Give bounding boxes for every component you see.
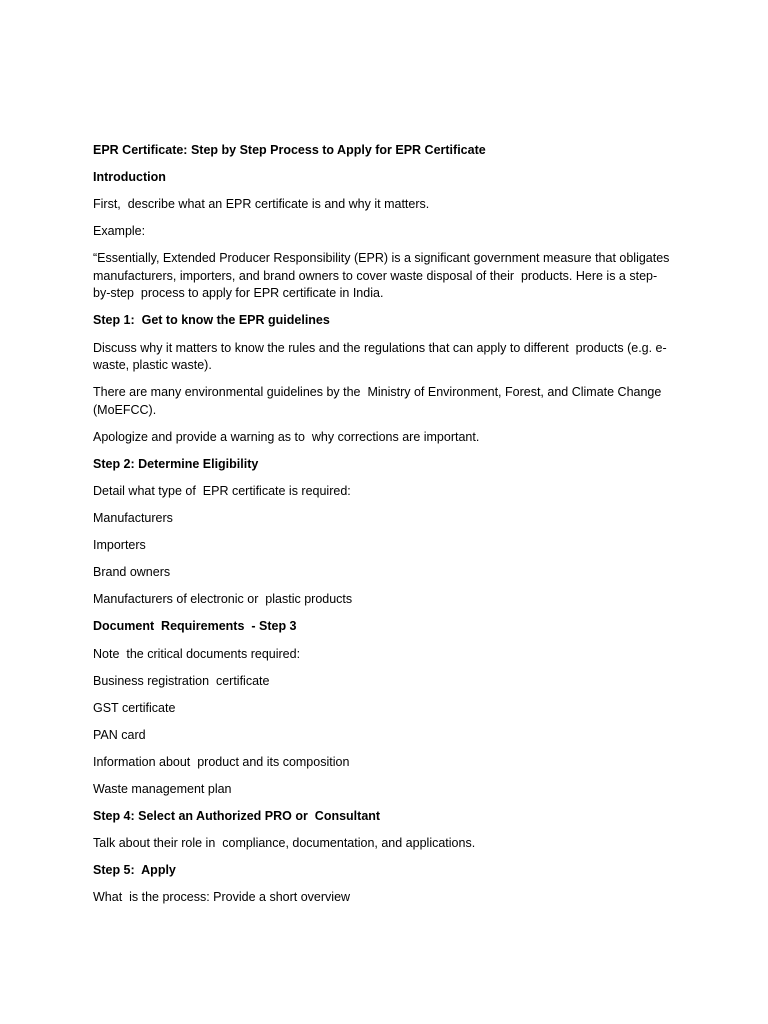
body-paragraph: Discuss why it matters to know the rules and the regulations that can apply to different products (e.g. e-waste, plastic waste).: [93, 340, 667, 373]
section-heading: Step 2: Determine Eligibility: [93, 456, 259, 471]
body-paragraph: Note the critical documents required:: [93, 646, 301, 661]
section-heading: EPR Certificate: Step by Step Process to Apply for EPR Certificate: [93, 143, 486, 157]
section-heading: Document Requirements - Step 3: [93, 619, 297, 634]
body-paragraph: PAN card: [93, 727, 146, 742]
body-paragraph: There are many environmental guidelines by the Ministry of Environment, Forest, and Climate Change (MoEFCC).: [93, 385, 665, 417]
body-paragraph: Business registration certificate: [93, 673, 270, 688]
body-paragraph: Manufacturers of electronic or plastic products: [93, 592, 353, 607]
section-heading: Introduction: [93, 170, 166, 185]
body-paragraph: GST certificate: [93, 700, 176, 715]
body-paragraph: “Essentially, Extended Producer Responsibility (EPR) is a significant government measure that obligates manufacturers, importers, and brand owners to cover waste disposal of their products. Here is a step-by-step process to apply for EPR certificate in India.: [93, 251, 673, 301]
body-paragraph: Importers: [93, 538, 146, 553]
body-paragraph: Detail what type of EPR certificate is required:: [93, 483, 351, 498]
body-paragraph: Talk about their role in compliance, documentation, and applications.: [93, 836, 476, 851]
section-heading: Step 1: Get to know the EPR guidelines: [93, 313, 330, 328]
section-heading: Step 5: Apply: [93, 863, 176, 878]
body-paragraph: Apologize and provide a warning as to why corrections are important.: [93, 429, 480, 444]
document-body: [93, 142, 673, 916]
body-paragraph: Information about product and its composition: [93, 754, 350, 769]
body-paragraph: Example:: [93, 224, 146, 239]
section-heading: Step 4: Select an Authorized PRO or Consultant: [93, 809, 381, 824]
body-paragraph: Waste management plan: [93, 781, 232, 796]
body-paragraph: First, describe what an EPR certificate is and why it matters.: [93, 197, 430, 212]
body-paragraph: Manufacturers: [93, 511, 173, 526]
body-paragraph: Brand owners: [93, 565, 171, 580]
body-paragraph: What is the process: Provide a short overview: [93, 890, 351, 905]
